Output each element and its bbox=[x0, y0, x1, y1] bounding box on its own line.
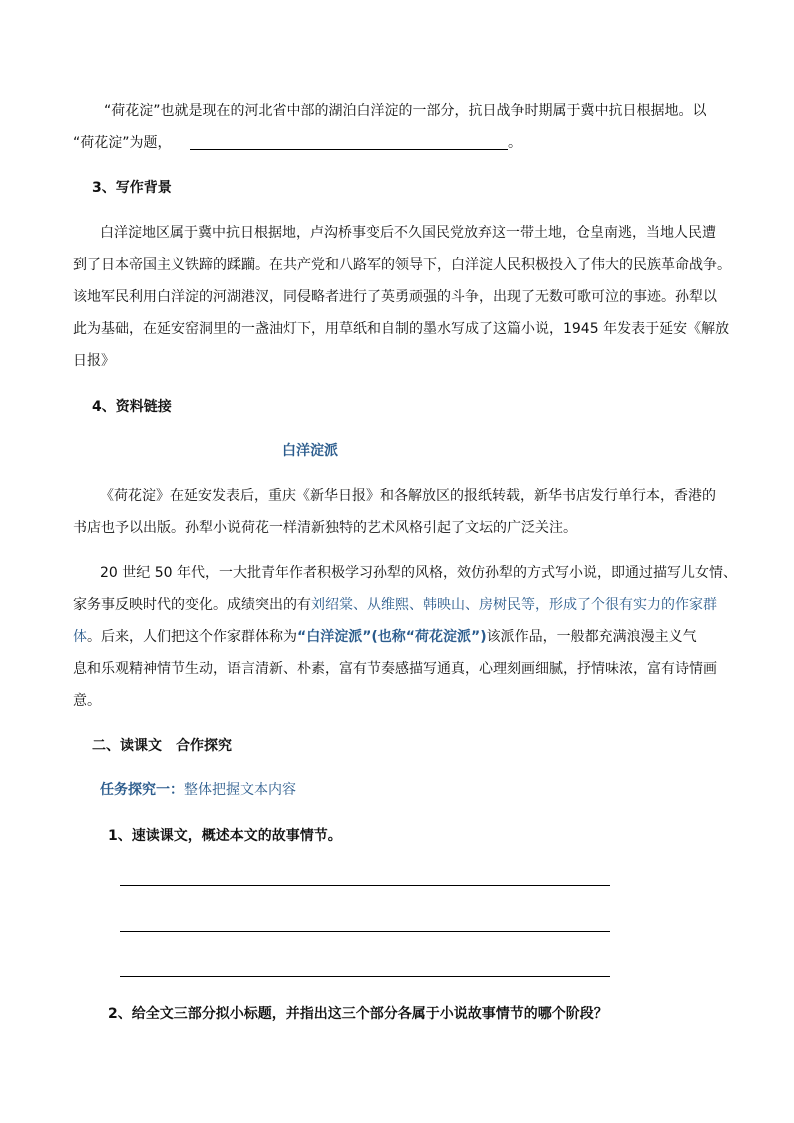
background-line: 此为基础，在延安窑洞里的一盏油灯下，用草纸和自制的墨水写成了这篇小说，1945 年发表于延安《解放 bbox=[73, 321, 730, 337]
school-line-3-text: 。后来，人们把这个作家群体称为 bbox=[87, 629, 297, 645]
school-line-4: 息和乐观精神情节生动，语言清新、朴素，富有节奏感描写通真，心理刻画细腻，抒情味浓，富有诗情画 bbox=[73, 661, 717, 677]
subheading-baiyangdian-school: 白洋淀派 bbox=[282, 443, 338, 459]
intro-line-2-end: 。 bbox=[508, 135, 522, 151]
section-read-and-explore: 二、读课文 合作探究 bbox=[92, 738, 232, 754]
reference-line: 书店也予以出版。孙犁小说荷花一样清新独特的艺术风格引起了文坛的广泛关注。 bbox=[73, 520, 577, 536]
school-line-5: 意。 bbox=[73, 693, 101, 709]
reference-line: 《荷花淀》在延安发表后，重庆《新华日报》和各解放区的报纸转载，新华书店发行单行本，香港的 bbox=[100, 488, 716, 504]
background-line: 日报》 bbox=[73, 353, 115, 369]
question-2: 2、给全文三部分拟小标题，并指出这三个部分各属于小说故事情节的哪个阶段？ bbox=[108, 1006, 608, 1022]
task-one-text: 整体把握文本内容 bbox=[184, 782, 296, 798]
background-line: 该地军民利用白洋淀的河湖港汊，同侵略者进行了英勇顽强的斗争，出现了无数可歌可泣的事迹。孙犁以 bbox=[73, 289, 717, 305]
fill-blank-line bbox=[190, 149, 508, 150]
background-line: 白洋淀地区属于冀中抗日根据地，卢沟桥事变后不久国民党放弃这一带土地，仓皇南逃，当地人民遭 bbox=[100, 225, 716, 241]
question-1: 1、速读课文，概述本文的故事情节。 bbox=[108, 828, 342, 844]
intro-line-2-prefix: “荷花淀”为题， bbox=[73, 135, 172, 151]
answer-line bbox=[120, 885, 610, 886]
author-names: 刘绍棠、从维熙、韩映山、房树民等，形成了个很有实力的作家群 bbox=[311, 597, 717, 613]
heading-reference-links: 4、资料链接 bbox=[92, 399, 172, 415]
intro-line-1: “荷花淀”也就是现在的河北省中部的湖泊白洋淀的一部分，抗日战争时期属于冀中抗日根据地。以 bbox=[104, 103, 707, 119]
school-name-highlight: “白洋淀派”(也称“荷花淀派”) bbox=[297, 629, 487, 645]
school-line-2-text: 家务事反映时代的变化。成绩突出的有 bbox=[73, 597, 311, 613]
answer-line bbox=[120, 931, 610, 932]
school-line-2 bbox=[73, 595, 717, 615]
school-line-3 bbox=[73, 627, 697, 647]
answer-line bbox=[120, 976, 610, 977]
task-one-label: 任务探究一： bbox=[100, 782, 184, 798]
school-line-3-start: 体 bbox=[73, 629, 87, 645]
school-line-3-rest: 该派作品，一般都充满浪漫主义气 bbox=[486, 629, 697, 645]
background-line: 到了日本帝国主义铁蹄的蹂躏。在共产党和八路军的领导下，白洋淀人民积极投入了伟大的民族革命战争。 bbox=[73, 257, 731, 273]
task-one bbox=[100, 780, 296, 800]
heading-writing-background: 3、写作背景 bbox=[92, 180, 172, 196]
school-line-1: 20 世纪 50 年代，一大批青年作者积极学习孙犁的风格，效仿孙犁的方式写小说，即通过描写儿女情、 bbox=[100, 565, 737, 581]
